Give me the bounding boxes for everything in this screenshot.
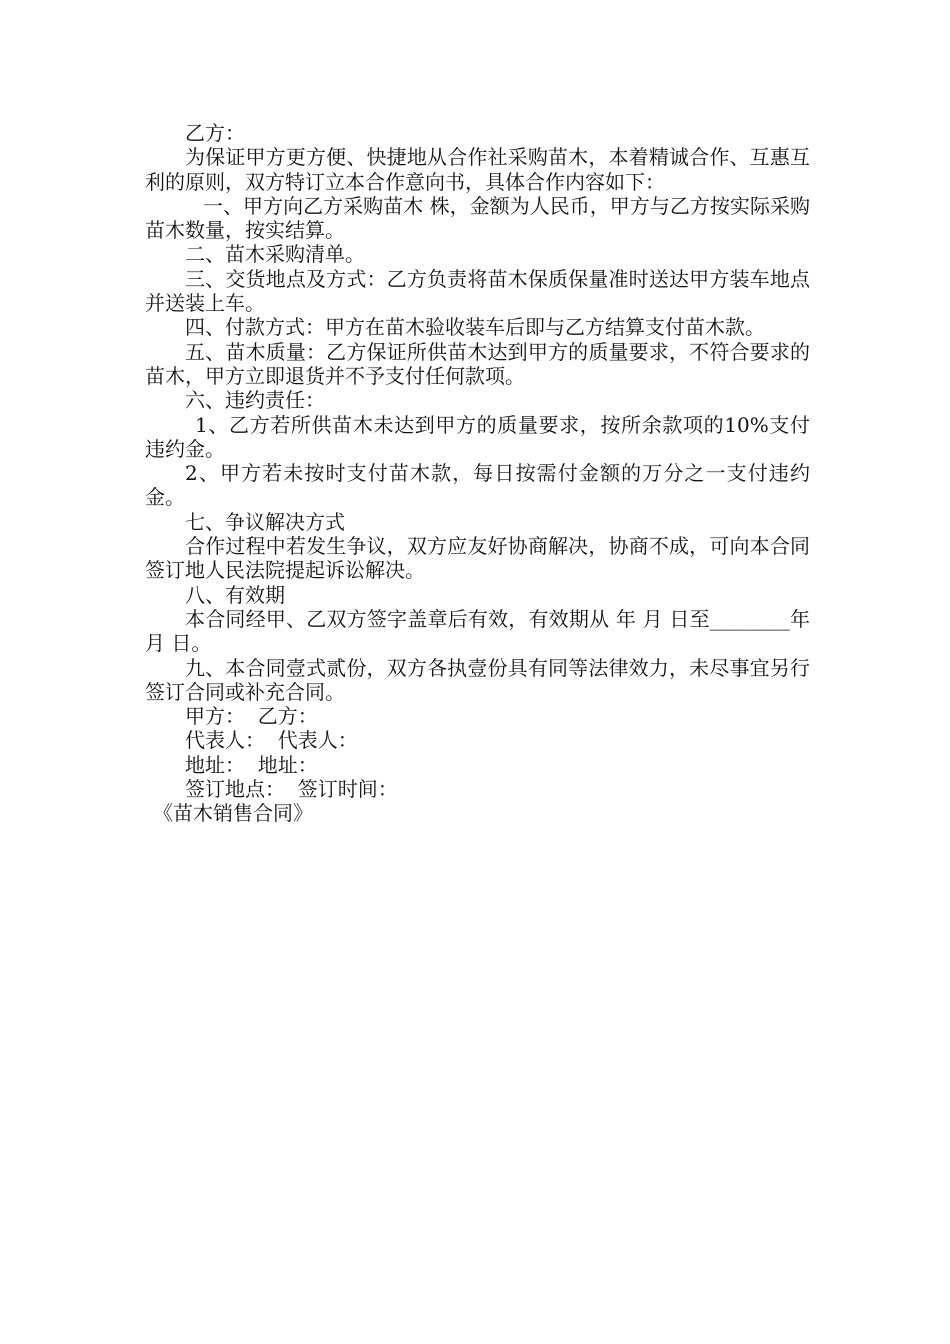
clause-2: 二、苗木采购清单。 — [185, 242, 365, 267]
clause-3: 三、交货地点及方式：乙方负责将苗木保质保量准时送达甲方装车地点并送装上车。 — [145, 266, 810, 316]
clause-8-heading: 八、有效期 — [185, 582, 285, 607]
clause-6-item-2: 2、甲方若未按时支付苗木款，每日按需付金额的万分之一支付违约金。 — [145, 461, 810, 510]
clause-9: 九、本合同壹式贰份，双方各执壹份具有同等法律效力，未尽事宜另行签订合同或补充合同。 — [145, 655, 810, 704]
signature-addresses: 地址： 地址： — [185, 752, 318, 777]
contract-title-footer: 《苗木销售合同》 — [153, 801, 313, 826]
clause-4: 四、付款方式：甲方在苗木验收装车后即与乙方结算支付苗木款。 — [185, 315, 765, 340]
clause-7-body: 合作过程中若发生争议，双方应友好协商解决，协商不成，可向本合同签订地人民法院提起诉讼解决。 — [145, 534, 810, 583]
intro-paragraph: 为保证甲方更方便、快捷地从合作社采购苗木，本着精诚合作、互惠互利的原则，双方特订立本合作意向书，具体合作内容如下： — [145, 145, 810, 194]
clause-5: 五、苗木质量：乙方保证所供苗木达到甲方的质量要求，不符合要求的苗木，甲方立即退货并不予支付任何款项。 — [145, 339, 810, 388]
clause-6-item-1: 1、乙方若所供苗木未达到甲方的质量要求，按所余款项的10%支付违约金。 — [145, 412, 810, 461]
signature-representatives: 代表人： 代表人： — [185, 728, 358, 753]
signature-place-time: 签订地点： 签订时间： — [185, 777, 398, 802]
clause-6-heading: 六、违约责任： — [185, 388, 325, 413]
clause-8-body: 本合同经甲、乙双方签字盖章后有效，有效期从 年 月 日至________年 月 日。 — [145, 606, 810, 656]
contract-body — [145, 121, 810, 826]
party-b-heading: 乙方： — [185, 121, 245, 145]
clause-7-heading: 七、争议解决方式 — [185, 509, 345, 534]
clause-1: 一、甲方向乙方采购苗木 株，金额为人民币，甲方与乙方按实际采购苗木数量，按实结算。 — [145, 193, 810, 243]
signature-parties: 甲方： 乙方： — [185, 704, 318, 729]
